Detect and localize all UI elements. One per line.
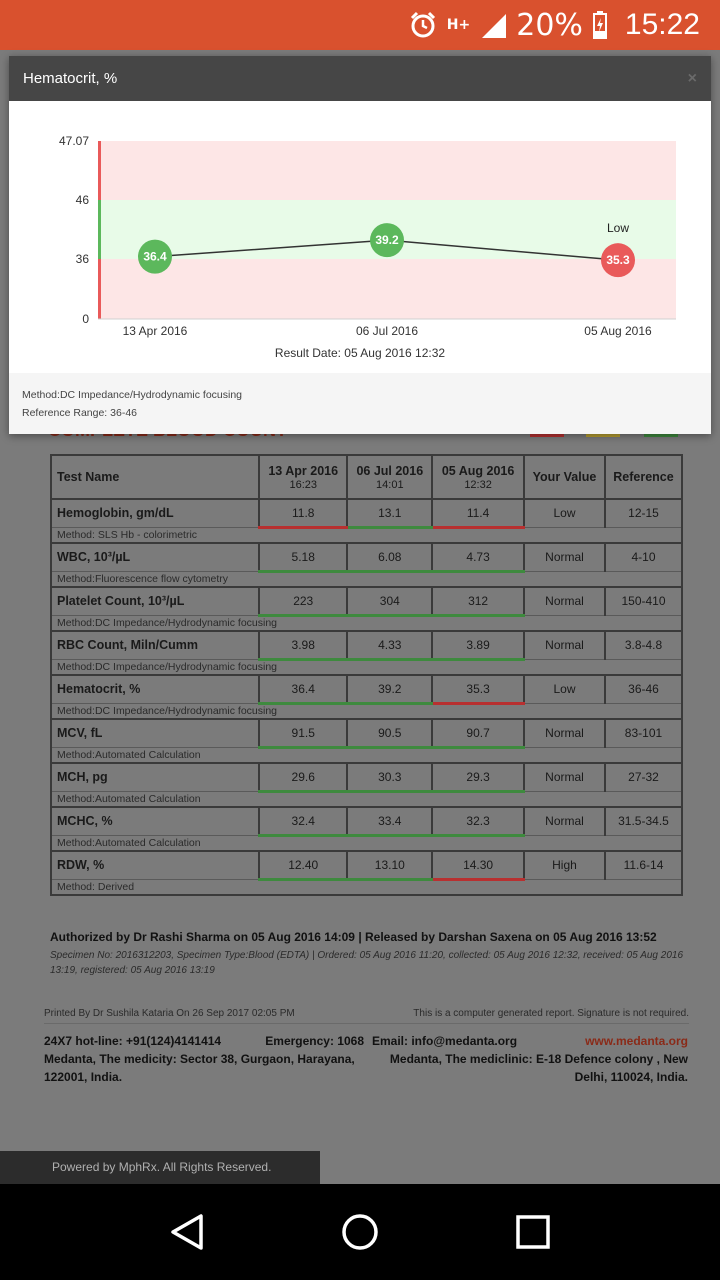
reference-range: 11.6-14 (605, 851, 682, 879)
test-value: 6.08 (347, 543, 432, 571)
abnormal-high-band (98, 141, 676, 200)
table-row[interactable] (51, 587, 682, 615)
test-name[interactable]: MCH, pg (51, 763, 259, 791)
test-value: 90.5 (347, 719, 432, 747)
axis-high-segment (98, 141, 101, 200)
method-text: Method:Automated Calculation (51, 835, 682, 851)
your-value: Normal (524, 543, 605, 571)
test-value: 33.4 (347, 807, 432, 835)
x-axis-title: Result Date: 05 Aug 2016 12:32 (274, 346, 446, 360)
method-text: Method: Derived (51, 879, 682, 895)
test-value: 5.18 (259, 543, 347, 571)
test-value: 312 (432, 587, 524, 615)
network-type: H+ (446, 17, 471, 33)
method-text: Method:Automated Calculation (51, 747, 682, 763)
footer-right (372, 1032, 688, 1086)
test-value: 11.8 (259, 499, 347, 527)
test-value: 11.4 (432, 499, 524, 527)
reference-range: 83-101 (605, 719, 682, 747)
signal-icon (480, 12, 506, 38)
col-your-value: Your Value (524, 455, 605, 499)
method-text: Method:DC Impedance/Hydrodynamic focusing (51, 703, 682, 719)
status-annotation: Low (606, 221, 630, 236)
table-row[interactable] (51, 807, 682, 835)
your-value: Normal (524, 719, 605, 747)
modal-footer (9, 373, 711, 434)
reference-range-text: Reference Range: 36-46 (22, 407, 137, 419)
your-value: Normal (524, 763, 605, 791)
method-text: Method:Fluorescence flow cytometry (51, 571, 682, 587)
your-value: Normal (524, 587, 605, 615)
x-tick-label: 13 Apr 2016 (122, 324, 188, 338)
test-value: 32.3 (432, 807, 524, 835)
col-date-3[interactable]: 05 Aug 2016 12:32 (432, 455, 524, 499)
your-value: High (524, 851, 605, 879)
alarm-icon (409, 11, 437, 39)
printed-by: Printed By Dr Sushila Kataria On 26 Sep 2017 02:05 PM (44, 1008, 295, 1019)
test-value: 13.10 (347, 851, 432, 879)
test-name[interactable]: Platelet Count, 10³/µL (51, 587, 259, 615)
test-value: 14.30 (432, 851, 524, 879)
modal-header (9, 56, 711, 101)
method-text: Method:DC Impedance/Hydrodynamic focusing (22, 389, 243, 401)
email-link[interactable]: Email: info@medanta.org (372, 1034, 518, 1048)
powered-by-footer: Powered by MphRx. All Rights Reserved. (0, 1151, 320, 1184)
method-text: Method: SLS Hb - colorimetric (51, 527, 682, 543)
table-row[interactable] (51, 719, 682, 747)
axis-low-segment (98, 259, 101, 319)
table-row[interactable] (51, 763, 682, 791)
address-medicity: Medanta, The medicity: Sector 38, Gurgaon, Harayana, 122001, India. (44, 1052, 355, 1084)
status-bar (0, 0, 720, 50)
method-text: Method:DC Impedance/Hydrodynamic focusing (51, 659, 682, 675)
test-value: 32.4 (259, 807, 347, 835)
address-mediclinic: Medanta, The mediclinic: E-18 Defence colony , New Delhi, 110024, India. (389, 1052, 688, 1084)
computer-generated-note: This is a computer generated report. Signature is not required. (413, 1008, 689, 1019)
your-value: Normal (524, 807, 605, 835)
battery-percent: 20% (516, 7, 583, 43)
reference-range: 150-410 (605, 587, 682, 615)
y-tick-label: 47.07 (58, 134, 89, 148)
test-value: 90.7 (432, 719, 524, 747)
test-value: 29.6 (259, 763, 347, 791)
test-value: 4.33 (347, 631, 432, 659)
trend-chart-modal (9, 56, 711, 434)
axis-normal-segment (98, 200, 101, 259)
test-name[interactable]: RDW, % (51, 851, 259, 879)
x-tick-label: 06 Jul 2016 (355, 324, 419, 338)
y-tick-label: 0 (82, 312, 89, 326)
y-tick-label: 36 (75, 252, 89, 266)
abnormal-low-band (98, 259, 676, 319)
test-value: 3.89 (432, 631, 524, 659)
test-value: 39.2 (347, 675, 432, 703)
close-icon[interactable]: × (687, 69, 697, 87)
test-name[interactable]: Hematocrit, % (51, 675, 259, 703)
y-tick-label: 46 (75, 193, 89, 207)
reference-range: 4-10 (605, 543, 682, 571)
table-row[interactable] (51, 499, 682, 527)
col-date-1[interactable]: 13 Apr 2016 16:23 (259, 455, 347, 499)
data-label: 35.3 (606, 253, 630, 268)
test-name[interactable]: MCV, fL (51, 719, 259, 747)
col-test-name: Test Name (51, 455, 259, 499)
col-reference: Reference (605, 455, 682, 499)
test-value: 29.3 (432, 763, 524, 791)
battery-charging-icon (593, 11, 607, 39)
your-value: Low (524, 675, 605, 703)
back-icon[interactable] (167, 1212, 207, 1252)
method-text: Method:DC Impedance/Hydrodynamic focusing (51, 615, 682, 631)
table-row[interactable] (51, 851, 682, 879)
home-icon[interactable] (340, 1212, 380, 1252)
reference-range: 31.5-34.5 (605, 807, 682, 835)
method-text: Method:Automated Calculation (51, 791, 682, 807)
reference-range: 3.8-4.8 (605, 631, 682, 659)
test-name[interactable]: WBC, 10³/µL (51, 543, 259, 571)
test-value: 30.3 (347, 763, 432, 791)
test-value: 304 (347, 587, 432, 615)
reference-range: 27-32 (605, 763, 682, 791)
test-name[interactable]: MCHC, % (51, 807, 259, 835)
data-label: 36.4 (143, 249, 167, 264)
printed-info (44, 1008, 689, 1024)
col-date-2[interactable]: 06 Jul 2016 14:01 (347, 455, 432, 499)
test-value: 35.3 (432, 675, 524, 703)
test-value: 3.98 (259, 631, 347, 659)
table-row[interactable] (51, 631, 682, 659)
specimen-details: Specimen No: 2016312203, Specimen Type:Blood (EDTA) | Ordered: 05 Aug 2016 11:20, collected: 05 Aug 2016 12:32, received: 05 Aug 2016 13:19, registered: 05 Aug 2016 13:19 (50, 950, 684, 976)
test-value: 36.4 (259, 675, 347, 703)
x-tick-label: 05 Aug 2016 (584, 324, 652, 338)
test-name[interactable]: Hemoglobin, gm/dL (51, 499, 259, 527)
modal-title: Hematocrit, % (23, 70, 118, 87)
clock: 15:22 (624, 8, 700, 41)
test-value: 13.1 (347, 499, 432, 527)
website-link[interactable]: www.medanta.org (585, 1034, 688, 1048)
chart-svg (9, 101, 711, 373)
test-value: 223 (259, 587, 347, 615)
test-value: 12.40 (259, 851, 347, 879)
hotline[interactable]: 24X7 hot-line: +91(124)4141414 (44, 1034, 222, 1048)
test-value: 4.73 (432, 543, 524, 571)
navigation-bar (0, 1184, 720, 1280)
table-row[interactable] (51, 675, 682, 703)
results-table (50, 454, 683, 896)
emergency-number[interactable]: Emergency: 1068 (265, 1034, 364, 1048)
authorization-line: Authorized by Dr Rashi Sharma on 05 Aug 2016 14:09 | Released by Darshan Saxena on 05 Aug 2016 13:52 (50, 930, 657, 944)
reference-range: 12-15 (605, 499, 682, 527)
your-value: Low (524, 499, 605, 527)
your-value: Normal (524, 631, 605, 659)
test-value: 91.5 (259, 719, 347, 747)
recents-icon[interactable] (513, 1212, 553, 1252)
data-label: 39.2 (375, 233, 399, 248)
footer-left (44, 1032, 364, 1086)
table-row[interactable] (51, 543, 682, 571)
reference-range: 36-46 (605, 675, 682, 703)
test-name[interactable]: RBC Count, Miln/Cumm (51, 631, 259, 659)
hematocrit-chart (9, 101, 711, 373)
